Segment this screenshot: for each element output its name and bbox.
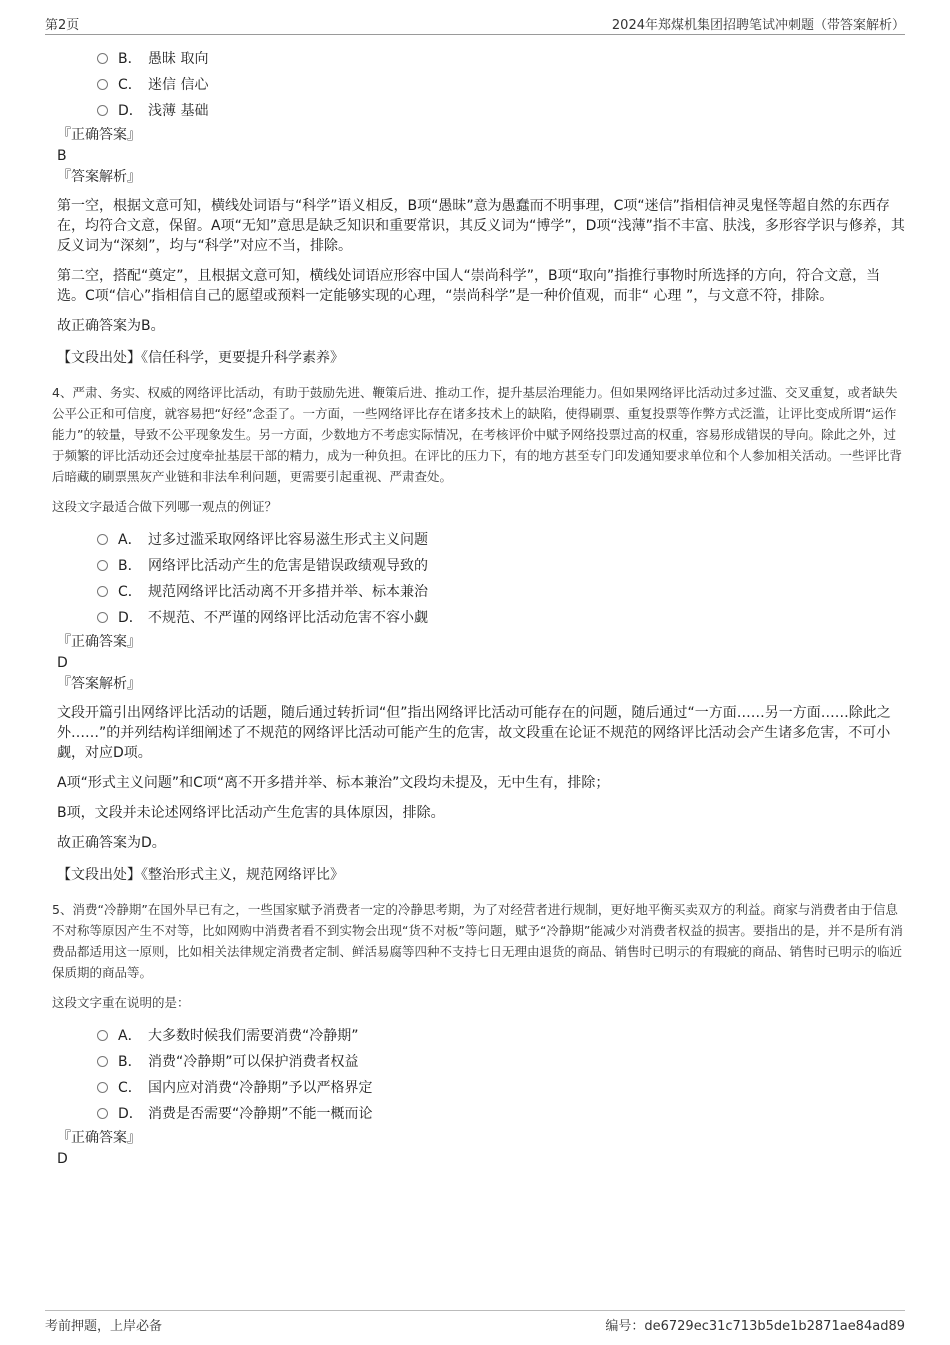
q4-options (97, 527, 907, 631)
q4-source: 【文段出处】《整治形式主义，规范网络评比》 (57, 867, 344, 883)
radio-icon[interactable] (97, 1030, 108, 1041)
page-content (52, 46, 907, 1169)
q4-option-b[interactable]: B． 网络评比活动产生的危害是错误政绩观导致的 (97, 553, 907, 579)
radio-icon[interactable] (97, 79, 108, 90)
footer-slogan: 考前押题，上岸必备 (45, 1319, 163, 1334)
radio-icon[interactable] (97, 534, 108, 545)
radio-icon[interactable] (97, 586, 108, 597)
radio-icon[interactable] (97, 105, 108, 116)
page-footer (45, 1310, 905, 1335)
q4-analysis-p2: A项“形式主义问题”和C项“离不开多措并举、标本兼治”文段均未提及，无中生有，排除； (57, 775, 610, 791)
radio-icon[interactable] (97, 1056, 108, 1067)
q4-answer: D (57, 655, 68, 671)
q5-answer: D (57, 1151, 68, 1167)
q3-analysis-p3: 故正确答案为B。 (57, 318, 165, 334)
page-number: 第2页 (45, 18, 80, 33)
q4-analysis-p3: B项，文段并未论述网络评比活动产生危害的具体原因，排除。 (57, 805, 445, 821)
radio-icon[interactable] (97, 612, 108, 623)
q5-answer-label: 『正确答案』 (57, 1130, 141, 1146)
q5-options (97, 1023, 907, 1127)
q5-text: 5、消费“冷静期”在国外早已有之，一些国家赋予消费者一定的冷静思考期，为了对经营者进行规制，更好地平衡买卖双方的利益。商家与消费者由于信息不对称等原因产生不对等，比如网购中消费者看不到实物会出现“货不对板”等问题，赋予“冷静期”能减少对消费者权益的损害。要指出的是，并不是所有消费品都适用这一原则，比如相关法律规定消费者定制、鲜活易腐等四种不支持七日无理由退货的商品、销售时已明示的有瑕疵的商品、销售时已明示的临近保质期的商品等。 (52, 902, 903, 980)
q3-analysis-p1: 第一空，根据文意可知，横线处词语与“科学”语义相反，B项“愚昧”意为愚蠢而不明事理，C项“迷信”指相信神灵鬼怪等超自然的东西存在，均符合文意，保留。A项“无知”意思是缺乏知识和重要常识，其反义词为“博学”，D项“浅薄”指不丰富、肤浅，多形容学识与修养，其反义词为“深刻”，均与“科学”对应不当，排除。 (57, 198, 905, 254)
q4-analysis-p4: 故正确答案为D。 (57, 835, 166, 851)
document-serial: 编号：de6729ec31c713b5de1b2871ae84ad89 (605, 1319, 905, 1334)
q3-answer: B (57, 148, 67, 164)
q5-option-d[interactable]: D． 消费是否需要“冷静期”不能一概而论 (97, 1101, 907, 1127)
q4-analysis-label: 『答案解析』 (57, 676, 141, 692)
radio-icon[interactable] (97, 1108, 108, 1119)
page-header (45, 12, 905, 35)
radio-icon[interactable] (97, 560, 108, 571)
q3-answer-label: 『正确答案』 (57, 127, 141, 143)
q3-options (97, 46, 907, 124)
q4-answer-label: 『正确答案』 (57, 634, 141, 650)
q3-analysis-p2: 第二空，搭配“奠定”，且根据文意可知，横线处词语应形容中国人“崇尚科学”，B项“取向”指推行事物时所选择的方向，符合文意，当选。C项“信心”指相信自己的愿望或预料一定能够实现的心理，“崇尚科学”是一种价值观，而非“ 心理 ”，与文意不符，排除。 (57, 268, 881, 304)
radio-icon[interactable] (97, 1082, 108, 1093)
q5-prompt: 这段文字重在说明的是： (52, 995, 190, 1010)
q3-option-b[interactable]: B． 愚昧 取向 (97, 46, 907, 72)
q4-text: 4、严肃、务实、权威的网络评比活动，有助于鼓励先进、鞭策后进、推动工作，提升基层治理能力。但如果网络评比活动过多过滥、交叉重复，或者缺失公平公正和可信度，就容易把“好经”念歪了。一方面，一些网络评比存在诸多技术上的缺陷，使得刷票、重复投票等作弊方式泛滥，让评比变成所谓“运作能力”的较量，导致不公平现象发生。另一方面，少数地方不考虑实际情况，在考核评价中赋予网络投票过高的权重，容易形成错误的导向。除此之外，过于频繁的评比活动还会过度牵扯基层干部的精力，成为一种负担。在评比的压力下，有的地方甚至专门印发通知要求单位和个人参加相关活动。一些评比背后暗藏的刷票黑灰产业链和非法牟利问题，更需要引起重视、严肃查处。 (52, 385, 903, 484)
q3-option-d[interactable]: D． 浅薄 基础 (97, 98, 907, 124)
q3-analysis-label: 『答案解析』 (57, 169, 141, 185)
q5-option-b[interactable]: B． 消费“冷静期”可以保护消费者权益 (97, 1049, 907, 1075)
q3-option-c[interactable]: C． 迷信 信心 (97, 72, 907, 98)
q4-analysis-p1: 文段开篇引出网络评比活动的话题，随后通过转折词“但”指出网络评比活动可能存在的问题，随后通过“一方面……另一方面……除此之外……”的并列结构详细阐述了不规范的网络评比活动可能产生的危害，故文段重在论证不规范的网络评比活动会产生诸多危害，不可小觑，对应D项。 (57, 705, 891, 761)
q3-source: 【文段出处】《信任科学，更要提升科学素养》 (57, 350, 344, 366)
document-title: 2024年郑煤机集团招聘笔试冲刺题（带答案解析） (611, 18, 905, 33)
q4-option-a[interactable]: A． 过多过滥采取网络评比容易滋生形式主义问题 (97, 527, 907, 553)
q4-prompt: 这段文字最适合做下列哪一观点的例证？ (52, 499, 278, 514)
q5-option-a[interactable]: A． 大多数时候我们需要消费“冷静期” (97, 1023, 907, 1049)
q4-option-d[interactable]: D． 不规范、不严谨的网络评比活动危害不容小觑 (97, 605, 907, 631)
radio-icon[interactable] (97, 53, 108, 64)
q4-option-c[interactable]: C． 规范网络评比活动离不开多措并举、标本兼治 (97, 579, 907, 605)
q5-option-c[interactable]: C． 国内应对消费“冷静期”予以严格界定 (97, 1075, 907, 1101)
